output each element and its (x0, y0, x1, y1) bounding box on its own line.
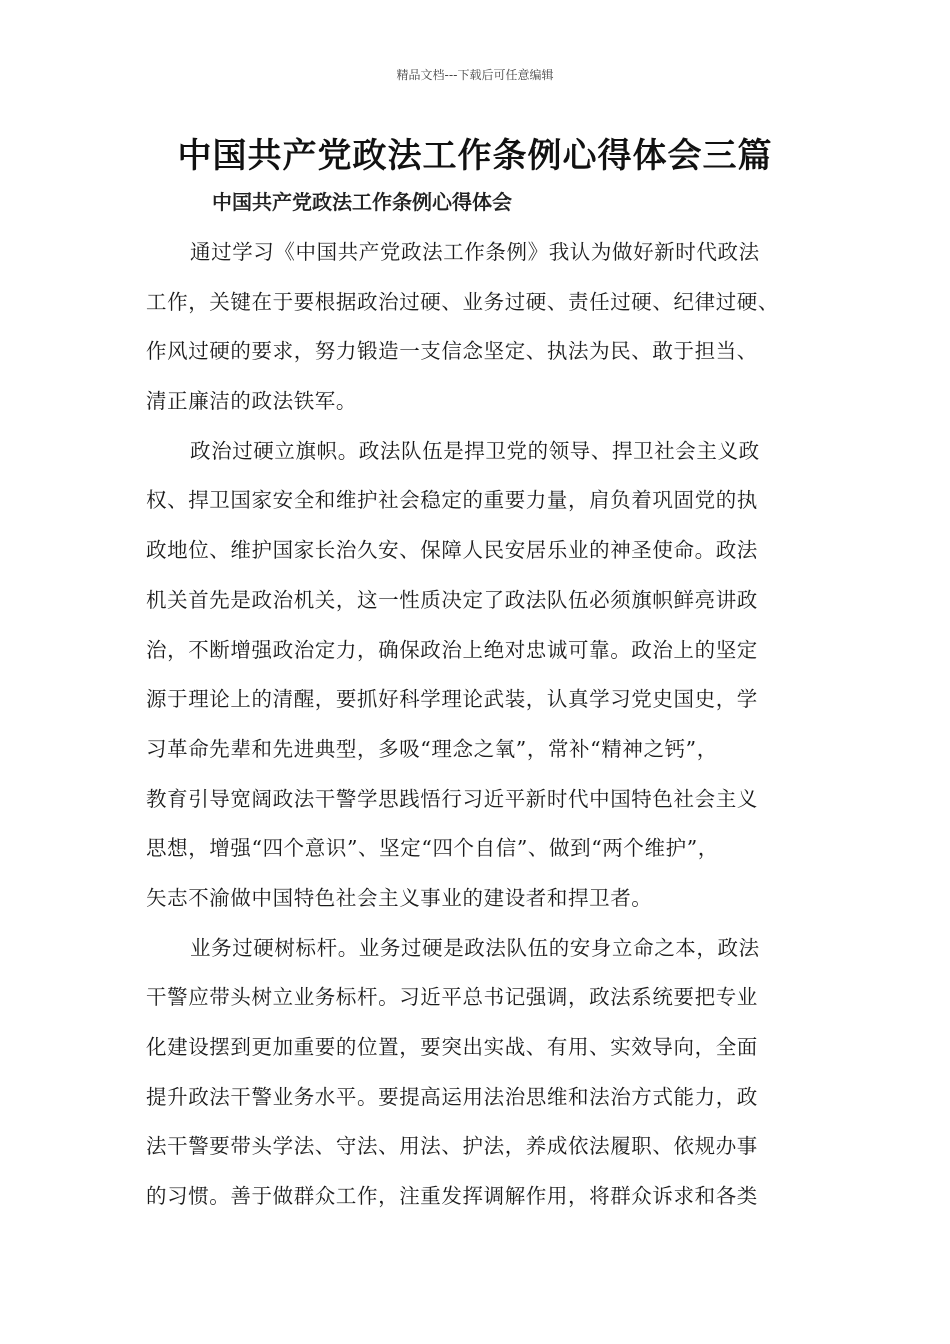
paragraph (146, 924, 826, 1222)
paragraph-line: 清正廉洁的政法铁军。 (146, 389, 357, 414)
paragraph-line: 治，不断增强政治定力，确保政治上绝对忠诚可靠。政治上的坚定 (146, 637, 758, 662)
paragraph-line: 的习惯。善于做群众工作，注重发挥调解作用，将群众诉求和各类 (146, 1184, 758, 1209)
paragraph-line: 政地位、维护国家长治久安、保障人民安居乐业的神圣使命。政法 (146, 538, 758, 563)
document-subtitle: 中国共产党政法工作条例心得体会 (212, 190, 512, 214)
paragraph-line: 提升政法干警业务水平。要提高运用法治思维和法治方式能力，政 (146, 1084, 758, 1109)
paragraph-line: 法干警要带头学法、守法、用法、护法，养成依法履职、依规办事 (146, 1134, 758, 1159)
paragraph-line: 源于理论上的清醒，要抓好科学理论武装，认真学习党史国史，学 (146, 687, 758, 712)
paragraph-line: 干警应带头树立业务标杆。习近平总书记强调，政法系统要把专业 (146, 985, 758, 1010)
paragraph-line: 业务过硬树标杆。业务过硬是政法队伍的安身立命之本，政法 (190, 935, 760, 960)
document-title: 中国共产党政法工作条例心得体会三篇 (177, 136, 773, 176)
paragraph (146, 427, 826, 924)
paragraph-line: 教育引导宽阔政法干警学思践悟行习近平新时代中国特色社会主义 (146, 786, 758, 811)
paragraph-line: 机关首先是政治机关，这一性质决定了政法队伍必须旗帜鲜亮讲政 (146, 587, 758, 612)
paragraph-line: 矢志不渝做中国特色社会主义事业的建设者和捍卫者。 (146, 885, 653, 910)
paragraph-line: 习革命先辈和先进典型，多吸“理念之氧”，常补“精神之钙”， (146, 736, 718, 761)
paragraph-line: 政治过硬立旗帜。政法队伍是捍卫党的领导、捍卫社会主义政 (190, 438, 760, 463)
header-note: 精品文档---下载后可任意编辑 (396, 68, 554, 82)
paragraph-line: 通过学习《中国共产党政法工作条例》我认为做好新时代政法 (190, 240, 760, 264)
paragraph (146, 228, 826, 427)
paragraph-line: 作风过硬的要求，努力锻造一支信念坚定、执法为民、敢于担当、 (146, 339, 758, 364)
document-body (146, 228, 826, 1222)
paragraph-line: 思想，增强“四个意识”、坚定“四个自信”、做到“两个维护”， (146, 836, 719, 861)
paragraph-line: 化建设摆到更加重要的位置，要突出实战、有用、实效导向，全面 (146, 1035, 758, 1059)
paragraph-line: 权、捍卫国家安全和维护社会稳定的重要力量，肩负着巩固党的执 (146, 488, 758, 513)
paragraph-line: 工作，关键在于要根据政治过硬、业务过硬、责任过硬、纪律过硬、 (146, 289, 779, 314)
